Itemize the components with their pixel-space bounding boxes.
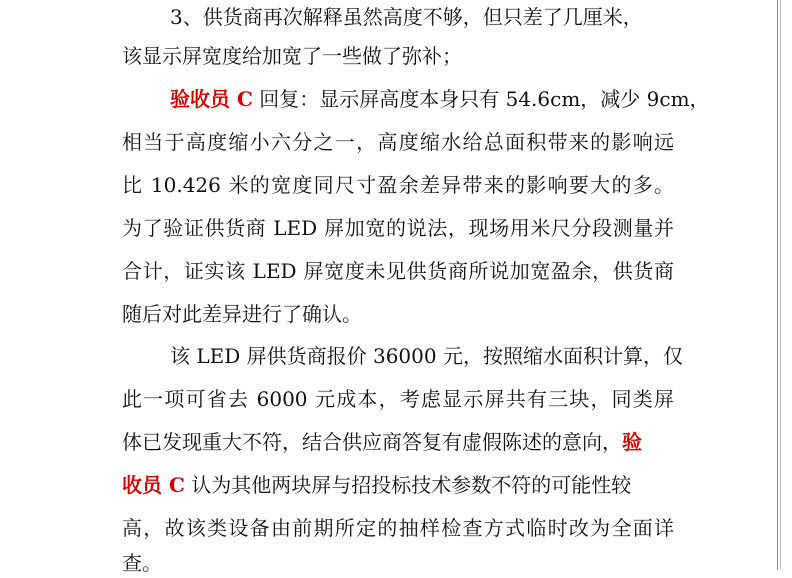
para2-line6: 随后对此差异进行了确认。 [122, 302, 362, 326]
para2-line4: 为了验证供货商 LED 屏加宽的说法，现场用米尺分段测量并 [122, 216, 674, 240]
para3-line6: 查。 [122, 551, 162, 575]
para2-line3: 比 10.426 米的宽度同尺寸盈余差异带来的影响要大的多。 [122, 173, 674, 197]
para2-line2: 相当于高度缩小六分之一，高度缩水给总面积带来的影响远 [122, 130, 674, 154]
para2-line5: 合计，证实该 LED 屏宽度未见供货商所说加宽盈余，供货商 [122, 259, 674, 283]
para1-line2: 该显示屏宽度给加宽了一些做了弥补； [122, 44, 462, 68]
para3-line3-text: 体已发现重大不符，结合供应商答复有虚假陈述的意向， [122, 430, 622, 454]
para1-line1: 3、供货商再次解释虽然高度不够，但只差了几厘米， [170, 5, 643, 29]
para3-line5: 高，故该类设备由前期所定的抽样检查方式临时改为全面详 [122, 516, 674, 540]
page-border-right [777, 0, 778, 570]
para2-line1-text: 回复：显示屏高度本身只有 54.6cm，减少 9cm， [259, 87, 710, 111]
para3-line4-text: 认为其他两块屏与招投标技术参数不符的可能性较 [191, 473, 632, 497]
page-border-right-inner [780, 0, 781, 570]
para3-line4 [122, 470, 631, 500]
para3-line3 [122, 427, 642, 457]
para2-line1 [170, 84, 710, 114]
speaker-label-part1: 验 [622, 430, 642, 454]
para3-line1: 该 LED 屏供货商报价 36000 元，按照缩水面积计算，仅 [170, 344, 683, 368]
para3-line2: 此一项可省去 6000 元成本，考虑显示屏共有三块，同类屏 [122, 387, 674, 411]
speaker-label: 验收员 C [170, 87, 253, 111]
speaker-label-part2: 收员 C [122, 473, 185, 497]
